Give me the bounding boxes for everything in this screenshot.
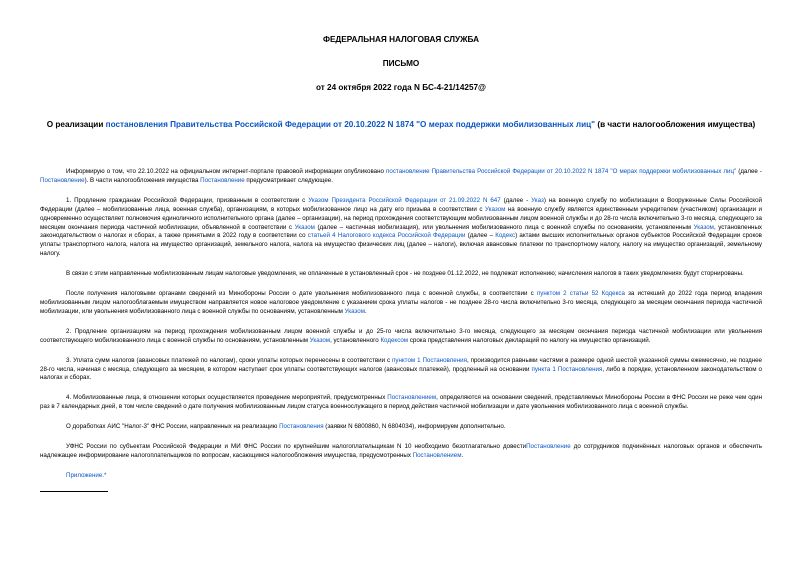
decree-short-link[interactable]: Указ <box>531 196 544 204</box>
paragraph-4 <box>40 394 762 412</box>
text: ) актами высших исполнительных органов субъектов Российской Федерации сроков уплаты транспортного налога, налога на имущество организаций, земельного налога, налога на имущество физических лиц (далее – налоги), включая авансовые платежи по транспортному налогу, налогу на имущество организаций, земельному налогу. <box>40 232 762 258</box>
paragraph-1 <box>40 197 762 259</box>
paragraph-ais-updates <box>40 423 762 432</box>
text: до сотрудников подчинённых налоговых органов и обеспечить надлежащее информирование налогоплательщиков по вопросам, касающимся налогообложения имущества, предусмотренных <box>40 443 762 459</box>
text: (далее - <box>500 196 532 204</box>
document-date-number: от 24 октября 2022 года N БС-4-21/14257@ <box>315 83 487 92</box>
paragraph-3 <box>40 357 762 384</box>
appendix-link[interactable]: Приложение.* <box>66 471 107 479</box>
text: 1. Продление гражданам Российской Федерации, призванным в соответствии с <box>66 196 309 204</box>
text: О доработках АИС "Налог-3" ФНС России, направленных на реализацию <box>66 423 280 431</box>
tax-code-clause-link[interactable]: пунктом 2 статьи 52 Кодекса <box>536 290 625 298</box>
text: , либо в порядке, установленном законодательством о налогах и сборах. <box>40 365 762 382</box>
resolution-short-link[interactable]: Постановление <box>526 443 571 451</box>
text: 2. Продление организациям на период прохождения мобилизованным лицом военной службы и до 25-го числа включительно 3-го месяца, следующего за месяцем окончания периода частичной мобилизации или увольнения соответствующего мобилизованного лица с военной службы по основаниям, установленным <box>40 327 762 344</box>
resolution-short-link[interactable]: Постановление <box>200 176 245 184</box>
text: УФНС России по субъектам Российской Федерации и МИ ФНС России по крупнейшим налогоплательщикам N 10 необходимо безотлагательно довести <box>66 443 527 451</box>
text: . <box>365 307 367 315</box>
decree-short-link[interactable]: Указом <box>344 307 365 315</box>
subject-suffix: (в части налогообложения имущества) <box>595 120 756 129</box>
subject-resolution-link[interactable]: постановления Правительства Российской Федерации от 20.10.2022 N 1874 "О мерах поддержки мобилизованных лиц" <box>105 120 596 129</box>
text: 3. Уплата сумм налогов (авансовых платежей по налогам), сроки уплаты которых перенесены в соответствии с <box>66 356 393 364</box>
text: После получения налоговыми органами сведений из Минобороны России о дате увольнения мобилизованного лица с военной службы, в соответствии с <box>66 290 537 298</box>
text: ) на военную службу по мобилизации в Вооруженные Силы Российской Федерации (далее – мобилизованные лица, военная служба), организациям, в которых мобилизованное лицо на дату его призыва в соответствии с <box>40 196 762 213</box>
paragraph-intro <box>40 168 762 186</box>
resolution-link[interactable]: постановление Правительства Российской Федерации от 20.10.2022 N 1874 "О мерах поддержки мобилизованных лиц" <box>386 168 737 175</box>
agency-name: ФЕДЕРАЛЬНАЯ НАЛОГОВАЯ СЛУЖБА <box>322 35 480 44</box>
text: за истекший до 2022 года период владения мобилизованным лицом налогооблагаемым имуществом направляется новое налоговое уведомление с указанием срока уплаты налогов - не позднее 28-го числа включительно 3-го месяца, следующего за месяцем окончания периода частичной мобилизации, или увольнения мобилизованного лица с военной службы по основаниям, установленным <box>40 290 762 315</box>
decree-link[interactable]: Указом Президента Российской Федерации от 21.09.2022 N 647 <box>308 196 501 204</box>
text: 4. Мобилизованные лица, в отношении которых осуществляется проведение мероприятий, предусмотренных <box>66 394 388 402</box>
text: на военную службу является единственным учредителем (участником) организации и одновременно осуществляет полномочия единоличного исполнительного органа (далее – организации), на период прохождения соответствующим мобилизованным лицом военной службы и до 28-го числа включительно 3-го месяца, следующего за месяцем окончания периода частичной мобилизации, объявленной в соответствии с <box>40 205 762 231</box>
text: , производится равными частями в размере одной шестой указанной суммы ежемесячно, не позднее 28-го числа, начиная с месяца, следующего за месяцем, в котором наступает срок уплаты соответствующих налогов (авансовых платежей), продленный на основании <box>40 356 762 373</box>
text: предусматривает следующее. <box>244 176 333 184</box>
text: (далее - <box>736 168 762 175</box>
text: В связи с этим направленные мобилизованным лицам налоговые уведомления, не оплаченные в установленный срок - не позднее 01.12.2022, не подлежат исполнению; начисления налогов в таких уведомлениях будут сторнированы. <box>66 270 744 278</box>
footnote-divider <box>40 491 108 492</box>
decree-short-link[interactable]: Указом <box>294 223 315 231</box>
appendix-paragraph <box>40 472 762 481</box>
paragraph-2 <box>40 328 762 346</box>
resolution-short-link[interactable]: Постановление <box>40 176 85 184</box>
paragraph-notices <box>40 270 762 279</box>
text: , установленного <box>330 336 381 344</box>
document-subject <box>40 120 762 130</box>
text: (далее – <box>465 232 496 240</box>
resolution-clause-link[interactable]: пунктом 1 Постановления <box>392 356 467 364</box>
subject-prefix: О реализации <box>46 120 106 129</box>
text: . <box>461 451 464 459</box>
resolution-clause-link[interactable]: пункта 1 Постановления <box>531 365 603 373</box>
tax-code-link[interactable]: Кодексом <box>380 336 409 344</box>
paragraph-instructions <box>40 443 762 461</box>
tax-code-link[interactable]: Кодекс <box>495 232 516 240</box>
resolution-short-link[interactable]: Постановлением <box>412 451 462 459</box>
resolution-short-link[interactable]: Постановлением <box>387 394 437 402</box>
text: срока представления налоговых деклараций по налогу на имущество организаций. <box>408 336 651 344</box>
text: , установленных законодательством о налогах и сборах, а также принятыми в 2022 году в соответствии со <box>40 223 762 240</box>
text: ). В части налогообложения имущества <box>84 176 201 184</box>
text: , определяются на основании сведений, представляемых Минобороны России в ФНС России не реже чем один раз в 7 календарных дней, в том числе сведений о дате получения мобилизованным лицом статуса военнослужащего в период действия частичной мобилизации и дате увольнения мобилизованного лица с военной службы. <box>40 394 762 411</box>
resolution-short-link[interactable]: Постановления <box>279 423 324 431</box>
tax-code-article-link[interactable]: статьей 4 Налогового кодекса Российской Федерации <box>307 232 466 240</box>
text: Информирую о том, что 22.10.2022 на официальном интернет-портале правовой информации опубликовано <box>66 168 387 175</box>
paragraph-new-notice <box>40 290 762 317</box>
decree-short-link[interactable]: Указом <box>485 205 506 213</box>
decree-short-link[interactable]: Указом <box>309 336 331 344</box>
decree-short-link[interactable]: Указом <box>693 223 714 231</box>
document-type: ПИСЬМО <box>382 59 420 68</box>
text: (далее – частичная мобилизация), или увольнения мобилизованного лица с военной службы по основаниям, установленным <box>314 223 694 231</box>
text: (заявки N 6800860, N 6804034), информируем дополнительно. <box>323 423 506 431</box>
